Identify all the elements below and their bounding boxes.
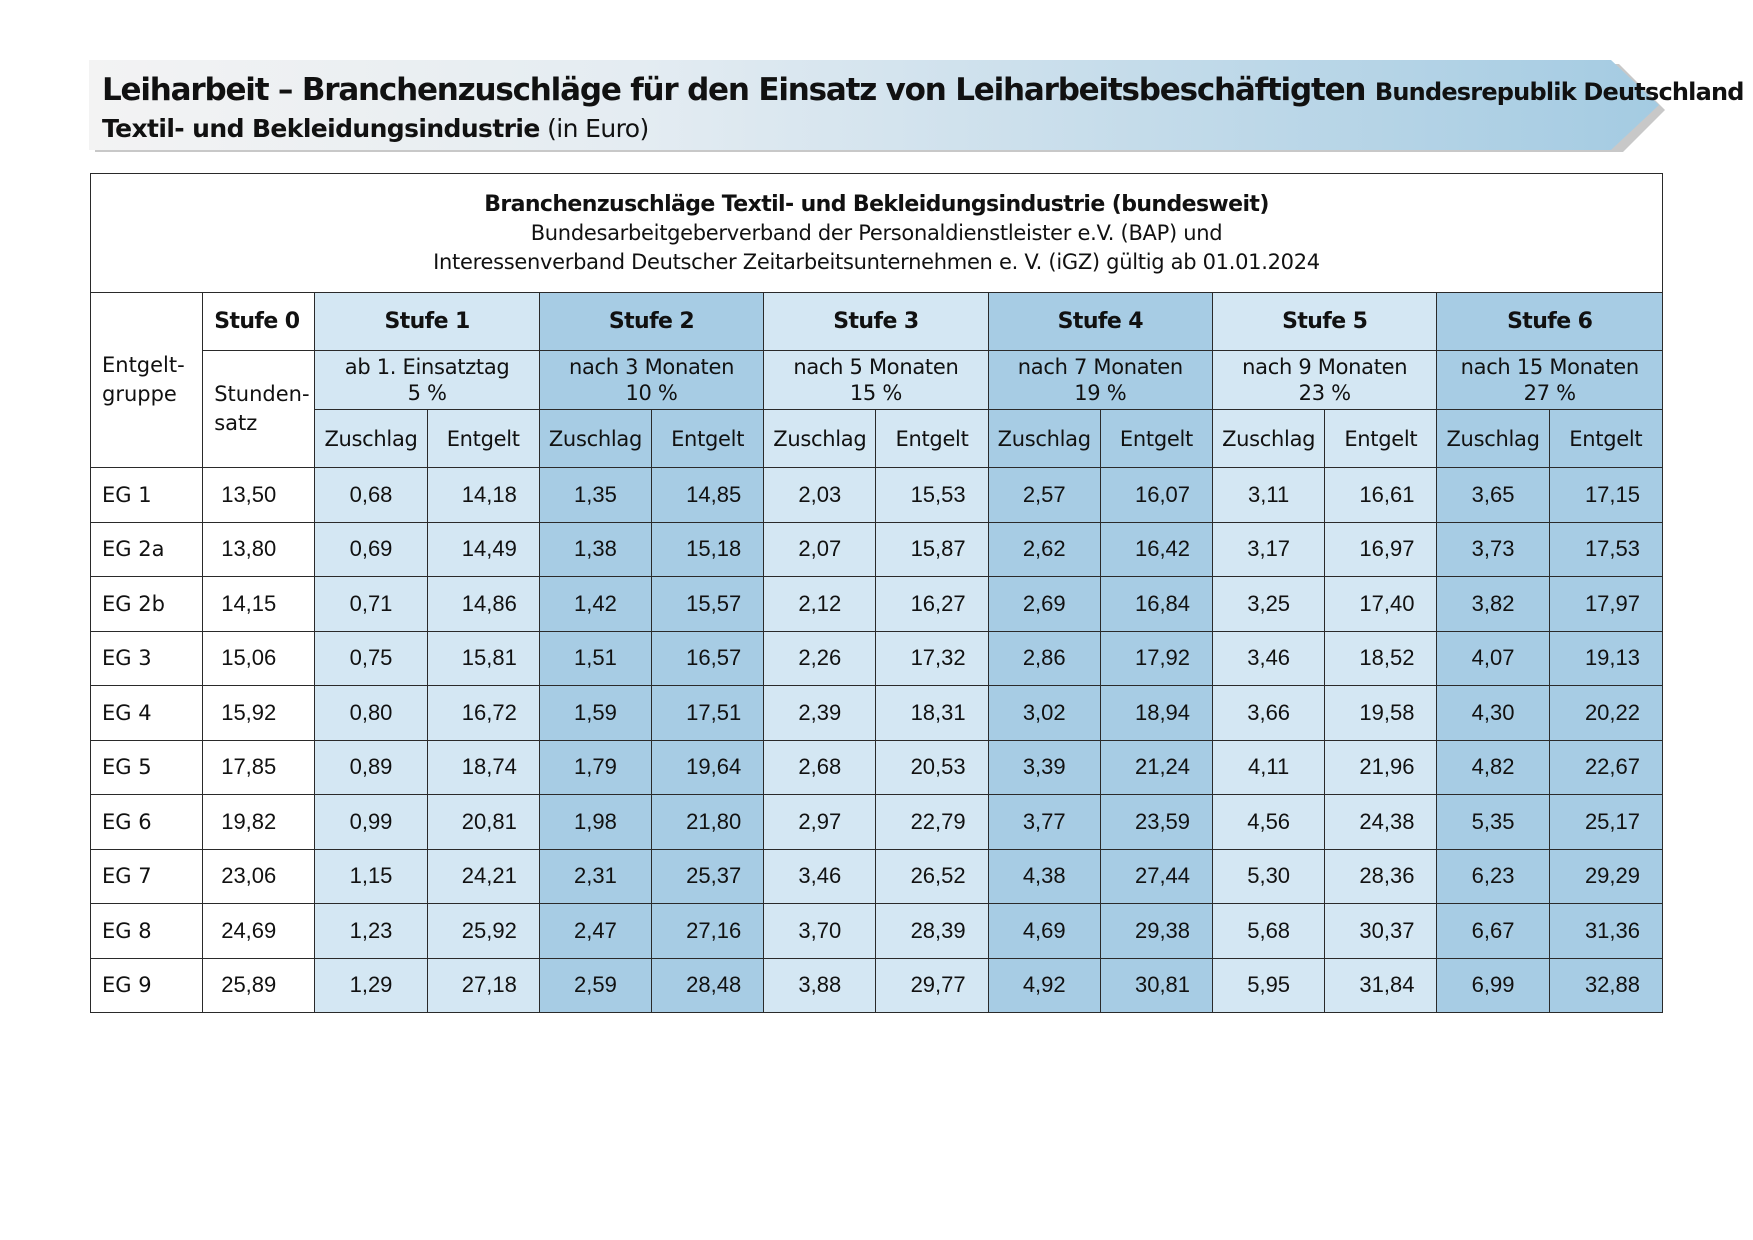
zuschlag-cell: 6,23	[1437, 849, 1549, 904]
entgelt-cell: 27,18	[427, 958, 539, 1013]
zuschlag-cell: 1,79	[539, 740, 651, 795]
zuschlag-cell: 2,97	[764, 795, 876, 850]
entgelt-cell: 23,59	[1100, 795, 1212, 850]
entgelt-cell: 16,97	[1325, 522, 1437, 577]
stundensatz-cell: 17,85	[203, 740, 315, 795]
surcharge-table	[90, 173, 1663, 1013]
zuschlag-cell: 4,30	[1437, 686, 1549, 741]
entgeltgruppe-header-text: Entgelt- gruppe	[102, 353, 185, 406]
zuschlag-cell: 2,62	[988, 522, 1100, 577]
entgelt-cell: 28,36	[1325, 849, 1437, 904]
zuschlag-cell: 1,35	[539, 468, 651, 523]
stufe-2-header: Stufe 2	[539, 293, 763, 351]
stufe-0-header: Stufe 0	[203, 293, 315, 351]
stufe-1-header: Stufe 1	[315, 293, 539, 351]
entgeltgruppe-cell: EG 1	[91, 468, 203, 523]
entgelt-cell: 16,27	[876, 577, 988, 632]
zuschlag-cell: 3,70	[764, 904, 876, 959]
zuschlag-cell: 4,56	[1213, 795, 1325, 850]
entgelt-column-header: Entgelt	[1549, 410, 1662, 468]
entgelt-cell: 17,51	[652, 686, 764, 741]
entgelt-cell: 29,38	[1100, 904, 1212, 959]
stundensatz-cell: 15,92	[203, 686, 315, 741]
unit-label: (in Euro)	[547, 114, 649, 143]
stufe-percent: 19 %	[1074, 381, 1127, 405]
zuschlag-cell: 1,15	[315, 849, 427, 904]
zuschlag-cell: 2,12	[764, 577, 876, 632]
entgelt-cell: 30,37	[1325, 904, 1437, 959]
stufe-period: ab 1. Einsatztag	[344, 355, 510, 379]
zuschlag-column-header: Zuschlag	[988, 410, 1100, 468]
entgelt-column-header: Entgelt	[427, 410, 539, 468]
stufe-percent: 10 %	[625, 381, 678, 405]
zuschlag-cell: 1,51	[539, 631, 651, 686]
zuschlag-cell: 3,65	[1437, 468, 1549, 523]
entgelt-cell: 28,39	[876, 904, 988, 959]
entgelt-cell: 16,42	[1100, 522, 1212, 577]
entgeltgruppe-cell: EG 3	[91, 631, 203, 686]
entgelt-cell: 20,81	[427, 795, 539, 850]
entgelt-cell: 25,37	[652, 849, 764, 904]
zuschlag-column-header: Zuschlag	[539, 410, 651, 468]
entgelt-cell: 17,40	[1325, 577, 1437, 632]
stufe-1-condition	[315, 351, 539, 410]
entgelt-column-header: Entgelt	[1100, 410, 1212, 468]
entgelt-column-header: Entgelt	[876, 410, 988, 468]
zuschlag-cell: 3,77	[988, 795, 1100, 850]
entgelt-cell: 22,67	[1549, 740, 1662, 795]
stufe-6-header: Stufe 6	[1437, 293, 1663, 351]
entgelt-cell: 31,36	[1549, 904, 1662, 959]
entgelt-cell: 15,81	[427, 631, 539, 686]
stundensatz-header	[203, 351, 315, 468]
entgelt-cell: 20,22	[1549, 686, 1662, 741]
zuschlag-cell: 0,80	[315, 686, 427, 741]
zuschlag-cell: 3,02	[988, 686, 1100, 741]
entgelt-cell: 15,87	[876, 522, 988, 577]
zuschlag-cell: 4,07	[1437, 631, 1549, 686]
entgeltgruppe-cell: EG 6	[91, 795, 203, 850]
zuschlag-cell: 3,17	[1213, 522, 1325, 577]
zuschlag-cell: 2,07	[764, 522, 876, 577]
entgelt-cell: 19,58	[1325, 686, 1437, 741]
stufe-4-condition	[988, 351, 1212, 410]
zuschlag-cell: 4,38	[988, 849, 1100, 904]
zuschlag-cell: 3,73	[1437, 522, 1549, 577]
table-row	[91, 958, 1663, 1013]
stundensatz-cell: 24,69	[203, 904, 315, 959]
zuschlag-cell: 2,31	[539, 849, 651, 904]
entgelt-cell: 14,18	[427, 468, 539, 523]
zuschlag-cell: 1,38	[539, 522, 651, 577]
caption-line-3: Interessenverband Deutscher Zeitarbeitsunternehmen e. V. (iGZ) gültig ab 01.01.2024	[433, 249, 1320, 274]
entgelt-cell: 22,79	[876, 795, 988, 850]
entgelt-cell: 24,38	[1325, 795, 1437, 850]
table-row	[91, 849, 1663, 904]
header-banner	[89, 60, 1744, 152]
table-row	[91, 522, 1663, 577]
entgelt-cell: 18,31	[876, 686, 988, 741]
zuschlag-cell: 3,25	[1213, 577, 1325, 632]
zuschlag-cell: 0,75	[315, 631, 427, 686]
entgelt-cell: 29,29	[1549, 849, 1662, 904]
zuschlag-cell: 2,47	[539, 904, 651, 959]
zuschlag-cell: 0,68	[315, 468, 427, 523]
zuschlag-cell: 3,88	[764, 958, 876, 1013]
entgelt-cell: 17,97	[1549, 577, 1662, 632]
page-subtitle	[102, 112, 1642, 146]
zuschlag-cell: 3,82	[1437, 577, 1549, 632]
entgelt-cell: 18,74	[427, 740, 539, 795]
stufe-5-header: Stufe 5	[1213, 293, 1437, 351]
stufe-6-condition	[1437, 351, 1663, 410]
table-row	[91, 795, 1663, 850]
entgeltgruppe-cell: EG 5	[91, 740, 203, 795]
stufe-percent: 5 %	[407, 381, 447, 405]
stufe-4-header: Stufe 4	[988, 293, 1212, 351]
zuschlag-cell: 4,92	[988, 958, 1100, 1013]
entgelt-column-header: Entgelt	[1325, 410, 1437, 468]
table-row	[91, 468, 1663, 523]
zuschlag-cell: 0,69	[315, 522, 427, 577]
entgelt-cell: 26,52	[876, 849, 988, 904]
zuschlag-cell: 2,86	[988, 631, 1100, 686]
entgelt-cell: 16,57	[652, 631, 764, 686]
zuschlag-cell: 3,39	[988, 740, 1100, 795]
zuschlag-cell: 1,29	[315, 958, 427, 1013]
entgeltgruppe-cell: EG 2a	[91, 522, 203, 577]
entgelt-cell: 27,44	[1100, 849, 1212, 904]
entgeltgruppe-header	[91, 293, 203, 468]
zuschlag-cell: 6,99	[1437, 958, 1549, 1013]
entgelt-cell: 19,64	[652, 740, 764, 795]
entgelt-cell: 14,49	[427, 522, 539, 577]
entgelt-cell: 14,86	[427, 577, 539, 632]
zuschlag-cell: 2,39	[764, 686, 876, 741]
title-text: Leiharbeit – Branchenzuschläge für den Einsatz von Leiharbeitsbeschäftigten	[102, 72, 1366, 108]
entgelt-cell: 17,53	[1549, 522, 1662, 577]
entgelt-cell: 28,48	[652, 958, 764, 1013]
entgelt-cell: 24,21	[427, 849, 539, 904]
entgelt-cell: 15,53	[876, 468, 988, 523]
entgelt-cell: 25,92	[427, 904, 539, 959]
zuschlag-cell: 4,11	[1213, 740, 1325, 795]
stundensatz-cell: 19,82	[203, 795, 315, 850]
table-row	[91, 904, 1663, 959]
caption-line-2: Bundesarbeitgeberverband der Personaldienstleister e.V. (BAP) und	[530, 220, 1223, 245]
zuschlag-cell: 0,71	[315, 577, 427, 632]
stufe-5-condition	[1213, 351, 1437, 410]
stufe-period: nach 7 Monaten	[1017, 355, 1183, 379]
zuschlag-cell: 2,03	[764, 468, 876, 523]
industry-label: Textil- und Bekleidungsindustrie	[102, 114, 540, 143]
entgelt-cell: 16,61	[1325, 468, 1437, 523]
zuschlag-column-header: Zuschlag	[1213, 410, 1325, 468]
zuschlag-cell: 3,11	[1213, 468, 1325, 523]
zuschlag-cell: 1,59	[539, 686, 651, 741]
entgelt-cell: 18,52	[1325, 631, 1437, 686]
stufe-2-condition	[539, 351, 763, 410]
entgelt-cell: 21,96	[1325, 740, 1437, 795]
zuschlag-cell: 2,69	[988, 577, 1100, 632]
table-row	[91, 631, 1663, 686]
stufe-period: nach 5 Monaten	[793, 355, 959, 379]
stufe-percent: 23 %	[1298, 381, 1351, 405]
entgelt-cell: 14,85	[652, 468, 764, 523]
table-row	[91, 577, 1663, 632]
entgeltgruppe-cell: EG 2b	[91, 577, 203, 632]
zuschlag-cell: 5,35	[1437, 795, 1549, 850]
zuschlag-cell: 5,30	[1213, 849, 1325, 904]
entgelt-cell: 21,80	[652, 795, 764, 850]
table-row	[91, 740, 1663, 795]
entgelt-cell: 15,57	[652, 577, 764, 632]
zuschlag-cell: 3,46	[764, 849, 876, 904]
stufe-period: nach 9 Monaten	[1242, 355, 1408, 379]
entgelt-cell: 25,17	[1549, 795, 1662, 850]
zuschlag-cell: 4,82	[1437, 740, 1549, 795]
table-row	[91, 686, 1663, 741]
entgelt-cell: 16,84	[1100, 577, 1212, 632]
entgelt-cell: 16,07	[1100, 468, 1212, 523]
zuschlag-column-header: Zuschlag	[315, 410, 427, 468]
entgelt-cell: 17,32	[876, 631, 988, 686]
zuschlag-cell: 2,26	[764, 631, 876, 686]
zuschlag-cell: 4,69	[988, 904, 1100, 959]
entgelt-cell: 15,18	[652, 522, 764, 577]
entgelt-cell: 27,16	[652, 904, 764, 959]
country-label: Bundesrepublik Deutschland	[1374, 78, 1744, 106]
stufe-percent: 15 %	[849, 381, 902, 405]
stundensatz-cell: 23,06	[203, 849, 315, 904]
zuschlag-cell: 5,68	[1213, 904, 1325, 959]
stundensatz-cell: 15,06	[203, 631, 315, 686]
entgelt-cell: 21,24	[1100, 740, 1212, 795]
entgelt-cell: 29,77	[876, 958, 988, 1013]
entgelt-cell: 18,94	[1100, 686, 1212, 741]
stundensatz-cell: 13,80	[203, 522, 315, 577]
entgelt-cell: 30,81	[1100, 958, 1212, 1013]
entgelt-cell: 17,15	[1549, 468, 1662, 523]
stufe-period: nach 15 Monaten	[1460, 355, 1639, 379]
entgelt-column-header: Entgelt	[652, 410, 764, 468]
zuschlag-cell: 1,23	[315, 904, 427, 959]
entgeltgruppe-cell: EG 9	[91, 958, 203, 1013]
entgelt-cell: 20,53	[876, 740, 988, 795]
zuschlag-cell: 1,42	[539, 577, 651, 632]
entgelt-cell: 31,84	[1325, 958, 1437, 1013]
zuschlag-cell: 2,57	[988, 468, 1100, 523]
stundensatz-cell: 25,89	[203, 958, 315, 1013]
entgelt-cell: 17,92	[1100, 631, 1212, 686]
zuschlag-column-header: Zuschlag	[764, 410, 876, 468]
stufe-3-header: Stufe 3	[764, 293, 988, 351]
page-title	[102, 70, 1744, 112]
caption-title: Branchenzuschläge Textil- und Bekleidungsindustrie (bundesweit)	[484, 191, 1269, 217]
entgeltgruppe-cell: EG 4	[91, 686, 203, 741]
table-caption	[91, 174, 1663, 293]
zuschlag-cell: 6,67	[1437, 904, 1549, 959]
zuschlag-cell: 0,89	[315, 740, 427, 795]
stundensatz-cell: 13,50	[203, 468, 315, 523]
zuschlag-cell: 5,95	[1213, 958, 1325, 1013]
stundensatz-header-text: Stunden- satz	[214, 382, 310, 435]
zuschlag-cell: 1,98	[539, 795, 651, 850]
entgeltgruppe-cell: EG 8	[91, 904, 203, 959]
entgelt-cell: 32,88	[1549, 958, 1662, 1013]
stufe-3-condition	[764, 351, 988, 410]
zuschlag-cell: 3,46	[1213, 631, 1325, 686]
entgelt-cell: 19,13	[1549, 631, 1662, 686]
stufe-percent: 27 %	[1523, 381, 1576, 405]
zuschlag-cell: 3,66	[1213, 686, 1325, 741]
zuschlag-cell: 0,99	[315, 795, 427, 850]
stufe-period: nach 3 Monaten	[568, 355, 735, 379]
zuschlag-column-header: Zuschlag	[1437, 410, 1549, 468]
stundensatz-cell: 14,15	[203, 577, 315, 632]
zuschlag-cell: 2,68	[764, 740, 876, 795]
zuschlag-cell: 2,59	[539, 958, 651, 1013]
entgelt-cell: 16,72	[427, 686, 539, 741]
entgeltgruppe-cell: EG 7	[91, 849, 203, 904]
